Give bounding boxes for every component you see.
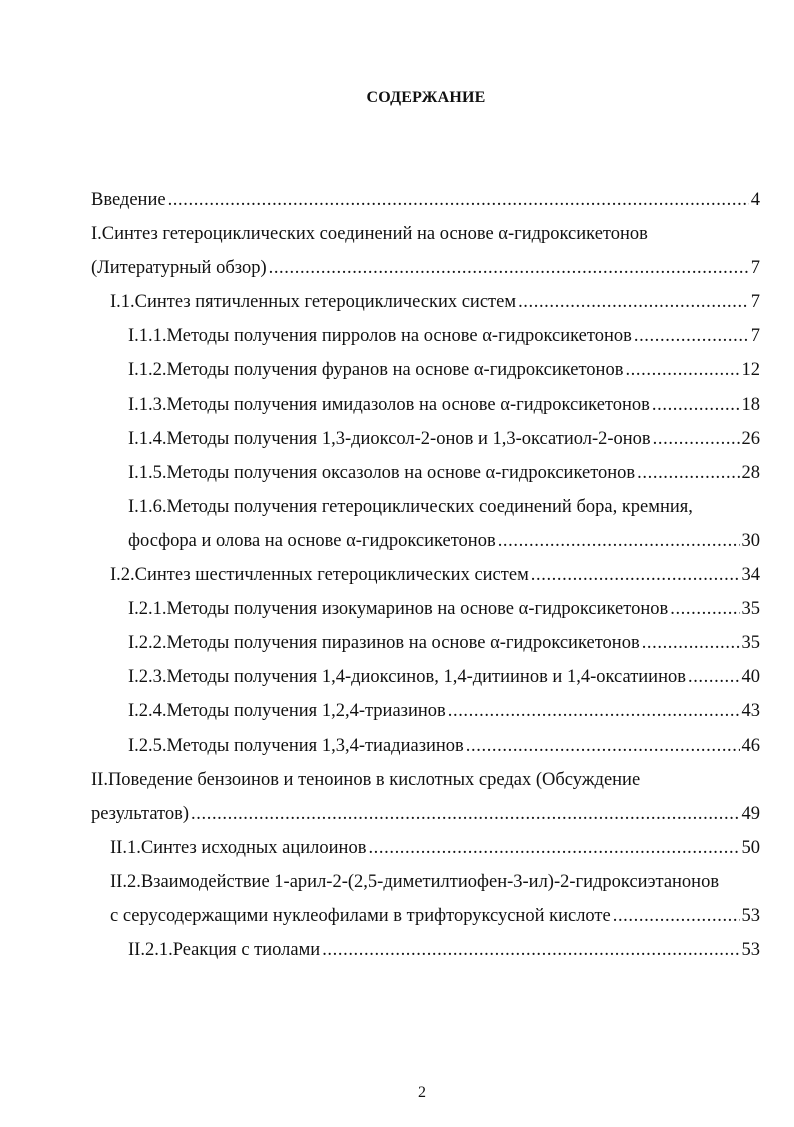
toc-row [0,285,794,319]
toc-entry-title: (Литературный обзор) [91,258,267,279]
dot-leader [642,626,740,660]
dot-leader [670,592,739,626]
toc-row [0,592,794,626]
toc-row [0,899,794,933]
toc-entry [128,933,760,967]
toc-entry [128,660,760,694]
toc-entry [91,183,760,217]
toc-entry [91,251,760,285]
toc-row [0,933,794,967]
toc-entry [128,626,760,660]
toc-entry-page: 53 [741,905,760,926]
toc-entry [128,729,760,763]
dot-leader [168,183,749,217]
toc-entry-page: 26 [741,428,760,449]
dot-leader [368,831,739,865]
dot-leader [625,353,739,387]
dot-leader [652,388,740,422]
toc-entry-title: II.2.1.Реакция с тиолами [128,940,321,961]
page-number: 2 [418,1084,426,1101]
toc-row [0,558,794,592]
toc-entry-title: I.Синтез гетероциклических соединений на основе α-гидроксикетонов [91,224,648,245]
toc-entry-page: 50 [741,837,760,858]
toc-entry [128,319,760,353]
toc-entry-title: I.1.2.Методы получения фуранов на основе α-гидроксикетонов [128,360,624,381]
dot-leader [518,285,749,319]
dot-leader [613,899,740,933]
toc-row [0,319,794,353]
dot-leader [269,251,749,285]
toc-entry-title: I.2.5.Методы получения 1,3,4-тиадиазинов [128,735,464,756]
dot-leader [688,660,740,694]
toc-entry-title: II.1.Синтез исходных ацилоинов [110,837,367,858]
toc-entry-page: 7 [750,292,760,313]
dot-leader [637,456,739,490]
toc-entry-page: 49 [741,803,760,824]
toc-entry-title: I.2.1.Методы получения изокумаринов на основе α-гидроксикетонов [128,599,669,620]
toc-entry-title: I.1.1.Методы получения пирролов на основе α-гидроксикетонов [128,326,632,347]
toc-entry-title: I.1.4.Методы получения 1,3-диоксол-2-онов и 1,3-оксатиол-2-онов [128,428,651,449]
toc-entry [128,422,760,456]
dot-leader [322,933,739,967]
toc-row [0,660,794,694]
toc-row [0,490,794,524]
toc-entry [128,592,760,626]
dot-leader [191,797,739,831]
toc-entry [91,797,760,831]
toc-entry-page: 28 [741,462,760,483]
toc-row [0,251,794,285]
toc-entry-title: результатов) [91,803,190,824]
toc-entry-page: 34 [741,565,760,586]
toc-entry-title: с серусодержащими нуклеофилами в трифторуксусной кислоте [110,905,611,926]
toc-entry [128,524,760,558]
toc-entry-page: 46 [741,735,760,756]
toc-entry-title: I.1.5.Методы получения оксазолов на основе α-гидроксикетонов [128,462,636,483]
toc-row [0,388,794,422]
toc-entry-page: 35 [741,599,760,620]
toc-row [0,729,794,763]
toc-row [0,797,794,831]
toc-row [0,524,794,558]
toc-entry-title: I.2.3.Методы получения 1,4-диоксинов, 1,4-дитиинов и 1,4-оксатиинов [128,667,686,688]
toc-row [0,626,794,660]
toc-entry-page: 35 [741,633,760,654]
toc-entry-page: 12 [741,360,760,381]
table-of-contents [0,183,794,967]
toc-entry-title: I.2.Синтез шестичленных гетероциклических систем [110,565,529,586]
toc-entry-title: I.1.3.Методы получения имидазолов на основе α-гидроксикетонов [128,394,650,415]
toc-entry-page: 43 [741,701,760,722]
toc-entry-title: Введение [91,190,166,210]
dot-leader [531,558,740,592]
toc-entry-page: 53 [741,940,760,961]
toc-row [0,865,794,899]
toc-entry-title: I.1.Синтез пятичленных гетероциклических систем [110,292,517,313]
toc-entry-page: 30 [741,530,760,551]
toc-entry [128,456,760,490]
dot-leader [634,319,749,353]
toc-entry-title: I.1.6.Методы получения гетероциклических соединений бора, кремния, [128,496,693,517]
toc-row [0,456,794,490]
toc-entry-title: II.Поведение бензоинов и теноинов в кислотных средах (Обсуждение [91,769,641,790]
dot-leader [498,524,740,558]
toc-row [0,353,794,387]
toc-entry [128,353,760,387]
toc-row [0,831,794,865]
toc-entry [128,388,760,422]
toc-row [0,422,794,456]
toc-entry [110,899,760,933]
dot-leader [466,729,740,763]
toc-row [0,183,794,217]
toc-entry [110,558,760,592]
toc-entry [110,831,760,865]
toc-entry [128,694,760,728]
toc-entry-title: I.2.2.Методы получения пиразинов на основе α-гидроксикетонов [128,633,640,654]
page-title: СОДЕРЖАНИЕ [366,89,486,106]
toc-entry-title: I.2.4.Методы получения 1,2,4-триазинов [128,701,446,722]
toc-row [0,217,794,251]
toc-entry-page: 7 [750,258,760,279]
toc-row [0,763,794,797]
dot-leader [448,694,740,728]
toc-entry-page: 7 [750,326,760,347]
toc-row [0,694,794,728]
dot-leader [653,422,740,456]
toc-entry-page: 4 [750,190,760,210]
toc-entry-page: 40 [741,667,760,688]
toc-entry-title: фосфора и олова на основе α-гидроксикетонов [128,530,496,551]
toc-entry-page: 18 [741,394,760,415]
toc-entry [110,285,760,319]
toc-entry-title: II.2.Взаимодействие 1-арил-2-(2,5-диметилтиофен-3-ил)-2-гидроксиэтанонов [110,871,720,892]
